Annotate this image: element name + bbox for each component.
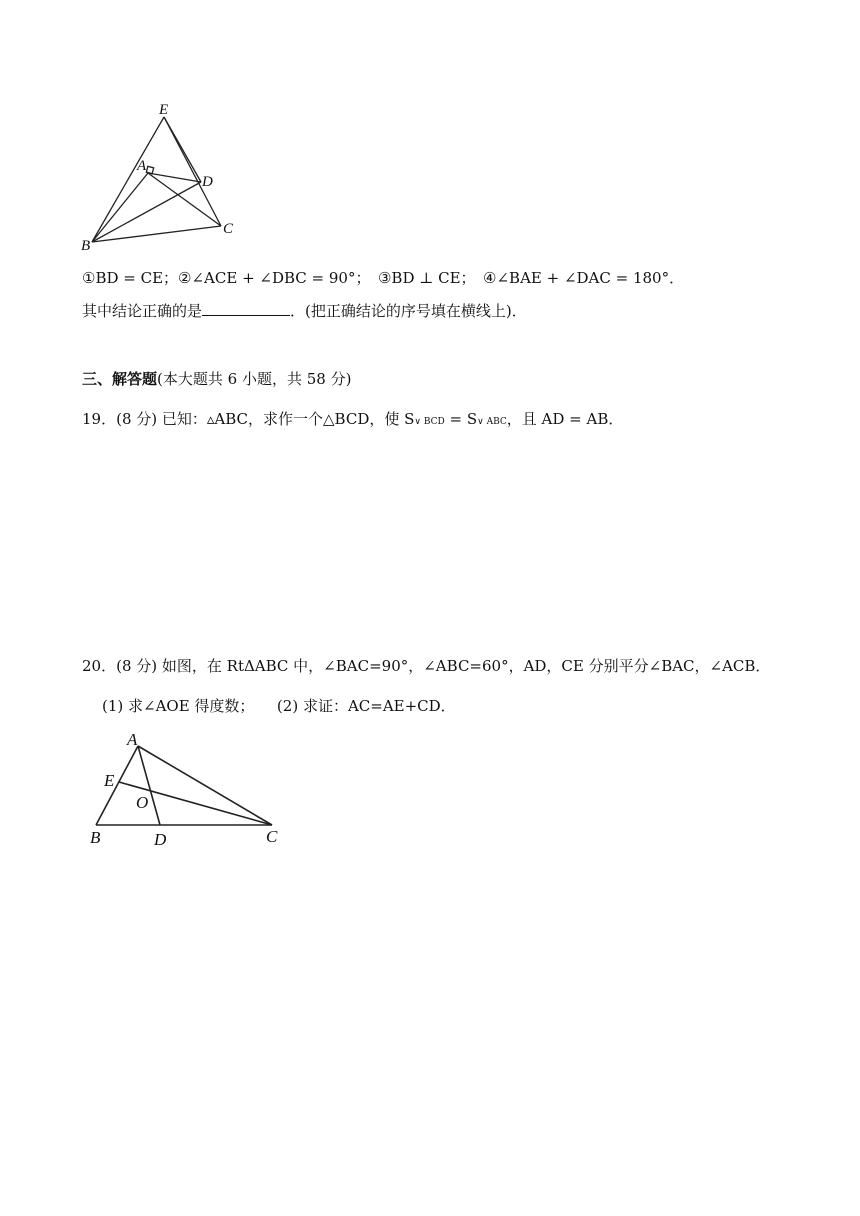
question-20: [82, 656, 770, 676]
segment-BD: [92, 182, 201, 242]
section-note: (本大题共 6 小题，共 58 分): [157, 370, 352, 388]
label-D: D: [154, 830, 167, 849]
q19-tail: ，且 AD = AB．: [506, 410, 624, 428]
segment-AD: [148, 173, 201, 182]
q18-prompt: [82, 301, 527, 321]
answer-blank[interactable]: [202, 301, 290, 316]
segment-BA: [92, 173, 148, 242]
figure-quadrilateral-diagram: [70, 100, 250, 260]
q19-text: (8 分) 已知：▵ABC，求作一个△BCD，使 S: [116, 410, 415, 428]
label-C: C: [223, 221, 234, 237]
q18-prompt-prefix: 其中结论正确的是: [82, 302, 203, 320]
label-E: E: [159, 102, 169, 118]
q19-mid: = S: [444, 410, 478, 428]
segment-AC: [138, 746, 272, 825]
q19-number: 19．: [82, 410, 117, 428]
q20-number: 20．: [82, 657, 117, 675]
section-heading: [82, 369, 351, 389]
figure-triangle-diagram: [80, 726, 290, 854]
right-angle-mark: [146, 166, 153, 173]
segment-BE: [92, 117, 164, 242]
segment-EC: [164, 117, 221, 226]
segment-BC: [92, 226, 221, 242]
label-A: A: [137, 158, 147, 174]
label-D: D: [202, 174, 213, 190]
section-title: 三、解答题: [82, 370, 158, 388]
q20-line1: (8 分) 如图，在 RtΔABC 中，∠BAC=90°，∠ABC=60°，AD，CE 分别平分∠BAC，∠ACB．: [116, 657, 771, 675]
q19-sub-bcd: ∨ BCD: [414, 417, 445, 427]
label-E: E: [104, 771, 115, 790]
label-B: B: [81, 238, 91, 254]
question-20-parts: (1) 求∠AOE 得度数； (2) 求证：AC=AE+CD．: [102, 697, 456, 715]
q19-sub-abc: ∨ ABC: [477, 417, 507, 427]
label-C: C: [266, 827, 278, 846]
q18-prompt-suffix: ．(把正确结论的序号填在横线上)．: [290, 302, 527, 320]
label-O: O: [136, 793, 149, 812]
question-19: [82, 409, 623, 432]
segment-ED: [164, 117, 201, 182]
label-B: B: [90, 828, 101, 847]
label-A: A: [127, 730, 138, 749]
q18-statements: ①BD = CE；②∠ACE + ∠DBC = 90°； ③BD ⊥ CE； ④∠BAE + ∠DAC = 180°．: [82, 269, 685, 287]
